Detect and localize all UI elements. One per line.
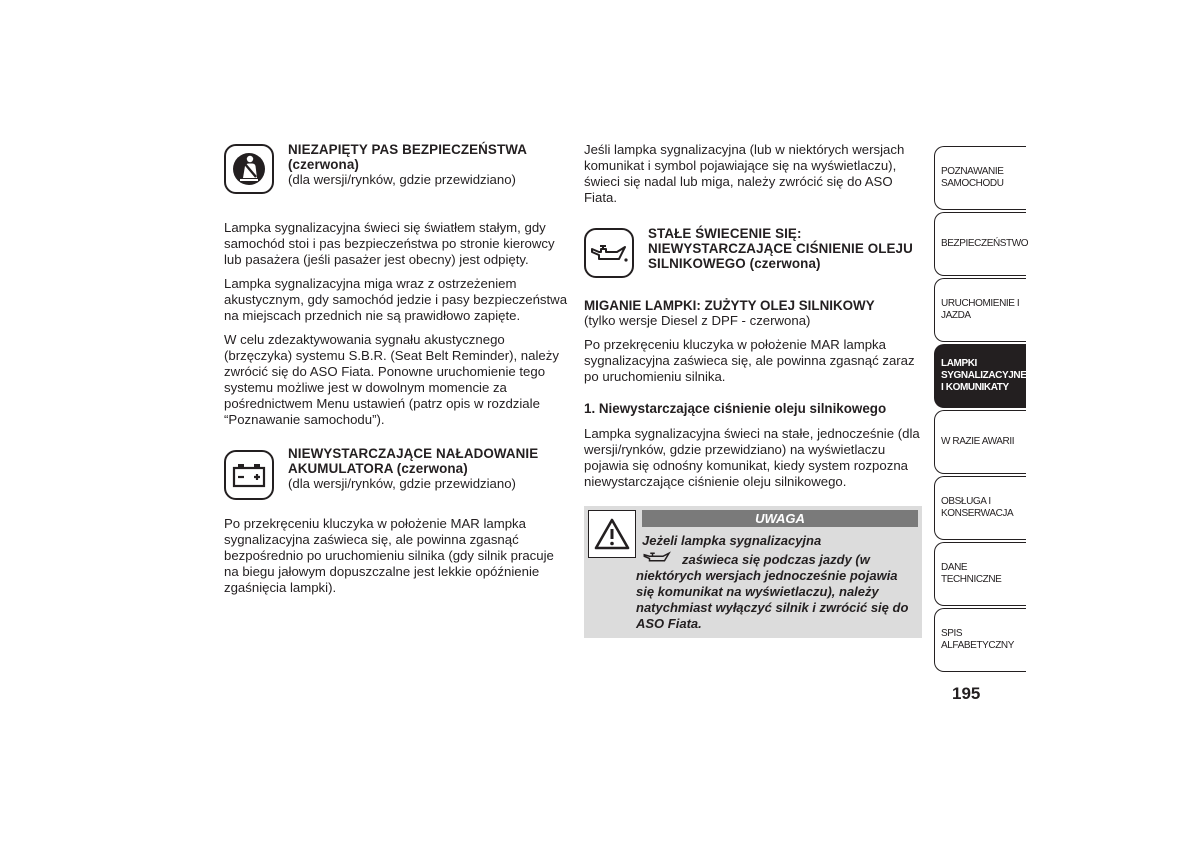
page-number: 195 — [952, 684, 981, 703]
battery-section-header — [224, 446, 569, 500]
intro-paragraph: Jeśli lampka sygnalizacyjna (lub w niektórych wersjach komunikat i symbol pojawiające się na wyświetlaczu), świeci się nadal lub miga, należy zwrócić się do ASO Fiata. — [584, 142, 905, 205]
warning-triangle-icon — [588, 510, 636, 558]
battery-warning-icon — [224, 450, 274, 500]
seatbelt-section-header — [224, 142, 569, 194]
right-column — [584, 142, 924, 638]
battery-title: NIEWYSTARCZAJĄCE NAŁADOWANIE AKUMULATORA (czerwona) — [288, 446, 539, 476]
warning-line-1: Jeżeli lampka sygnalizacyjna — [642, 533, 822, 548]
blink-title: MIGANIE LAMPKI: ZUŻYTY OLEJ SILNIKOWY — [584, 298, 875, 313]
tab-uruchomienie-i-jazda[interactable]: URUCHOMIENIE I JAZDA — [934, 278, 1026, 342]
oil-title: STAŁE ŚWIECENIE SIĘ: NIEWYSTARCZAJĄCE CIŚNIENIE OLEJU SILNIKOWEGO (czerwona) — [648, 226, 913, 271]
oil-section-header — [584, 226, 924, 278]
warning-label: UWAGA — [642, 510, 918, 527]
battery-subtitle: (dla wersji/rynków, gdzie przewidziano) — [288, 476, 516, 491]
chapter-tabs — [934, 146, 1029, 674]
section-1-title: 1. Niewystarczające ciśnienie oleju silnikowego — [584, 401, 887, 416]
left-column — [224, 142, 569, 604]
seatbelt-paragraph-2: Lampka sygnalizacyjna miga wraz z ostrzeżeniem akustycznym, gdy samochód jedzie i pasy bezpieczeństwa na miejscach przednich nie są prawidłowo zapięte. — [224, 276, 568, 323]
warning-line-2: zaświeca się podczas jazdy (w niektórych wersjach jednocześnie pojawia się komunikat na wyświetlaczu), należy natychmiast wyłączyć silnik i zwrócić się do ASO Fiata. — [636, 552, 909, 631]
tab-lampki-sygnalizacyjne[interactable]: LAMPKI SYGNALIZACYJNE I KOMUNIKATY — [934, 344, 1026, 408]
blink-subtitle: (tylko wersje Diesel z DPF - czerwona) — [584, 313, 811, 328]
tab-obsluga-i-konserwacja[interactable]: OBSŁUGA I KONSERWACJA — [934, 476, 1026, 540]
seatbelt-title: NIEZAPIĘTY PAS BEZPIECZEŃSTWA (czerwona) — [288, 142, 527, 172]
tab-bezpieczenstwo[interactable]: BEZPIECZEŃSTWO — [934, 212, 1026, 276]
battery-paragraph: Po przekręceniu kluczyka w położenie MAR lampka sygnalizacyjna zaświeca się, ale powinna zgasnąć bezpośrednio po uruchomieniu silnika (gdy silnik pracuje na biegu jałowym dopuszczalne jest lekkie opóźnienie zgaśnięcia lampki). — [224, 516, 554, 595]
seatbelt-paragraph-1: Lampka sygnalizacyjna świeci się światłem stałym, gdy samochód stoi i pas bezpieczeństwa po stronie kierowcy lub pasażera (jeśli pasażer jest obecny) jest odpięty. — [224, 220, 555, 267]
seatbelt-subtitle: (dla wersji/rynków, gdzie przewidziano) — [288, 172, 516, 187]
blink-paragraph: Po przekręceniu kluczyka w położenie MAR lampka sygnalizacyjna zaświeca się, ale powinna zgasnąć zaraz po uruchomieniu silnika. — [584, 337, 915, 384]
tab-w-razie-awarii[interactable]: W RAZIE AWARII — [934, 410, 1026, 474]
seatbelt-paragraph-3: W celu zdezaktywowania sygnału akustycznego (brzęczyka) systemu S.B.R. (Seat Belt Reminder), należy zwrócić się do ASO Fiata. Ponowne uruchomienie tego systemu możliwe jest w dowolnym momencie za pośrednictwem Menu ustawień (patrz opis w rozdziale “Poznawanie samochodu”). — [224, 332, 559, 427]
oil-pressure-inline-icon — [642, 550, 672, 568]
seatbelt-warning-icon — [224, 144, 274, 194]
section-1-paragraph: Lampka sygnalizacyjna świeci na stałe, jednocześnie (dla wersji/rynków, gdzie przewidziano) na wyświetlaczu pojawia się odnośny komunikat, kiedy system rozpozna niewystarczające ciśnienie oleju silnikowego. — [584, 426, 920, 489]
warning-box — [584, 506, 922, 638]
tab-spis-alfabetyczny[interactable]: SPIS ALFABETYCZNY — [934, 608, 1026, 672]
tab-poznawanie-samochodu[interactable]: POZNAWANIE SAMOCHODU — [934, 146, 1026, 210]
tab-dane-techniczne[interactable]: DANE TECHNICZNE — [934, 542, 1026, 606]
oil-pressure-warning-icon — [584, 228, 634, 278]
